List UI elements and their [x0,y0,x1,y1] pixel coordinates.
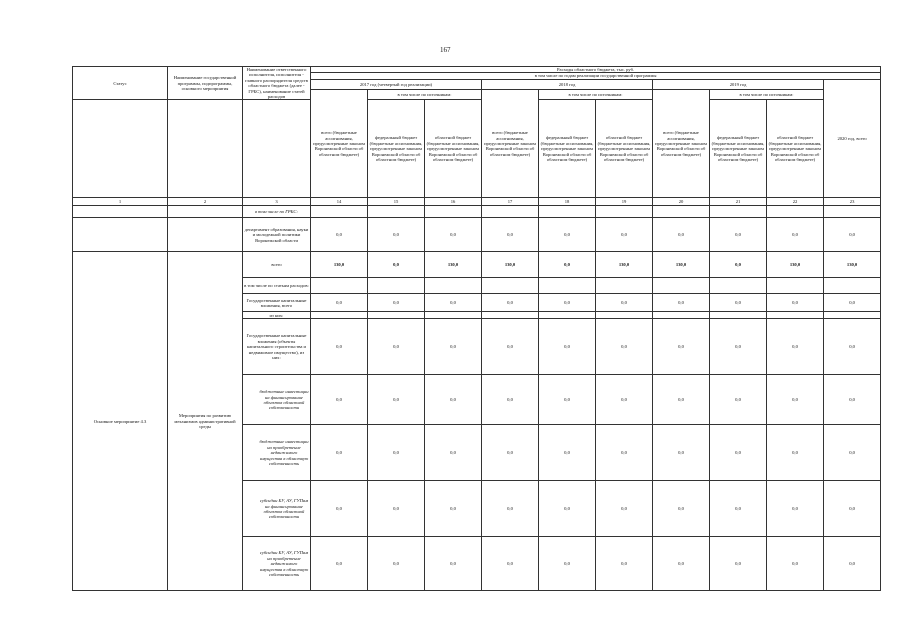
value-cell [767,278,824,294]
value-cell: 0,0 [368,425,425,481]
column-number: 15 [368,198,425,206]
value-cell [596,206,653,218]
value-cell: 0,0 [539,481,596,537]
value-cell [482,206,539,218]
value-cell: 0,0 [767,375,824,425]
value-cell: 0,0 [710,294,767,312]
value-cell: 0,0 [767,319,824,375]
row-label: Государственные капитальные вложения, всего [243,294,311,312]
header-regional-2017: областной бюджет (бюджетные ассигнования, предусмотренные законом Воронежской области об областном бюджете) [425,100,482,198]
value-cell [425,312,482,319]
header-regional-2018: областной бюджет (бюджетные ассигнования, предусмотренные законом Воронежской области об областном бюджете) [596,100,653,198]
value-cell [539,206,596,218]
value-cell [653,312,710,319]
value-cell: 0,0 [539,294,596,312]
value-cell: 130,0 [596,252,653,278]
value-cell: 0,0 [311,218,368,252]
value-cell: 0,0 [539,537,596,591]
table-row [73,206,881,218]
value-cell: 0,0 [653,319,710,375]
value-cell: 0,0 [482,294,539,312]
column-number: 20 [653,198,710,206]
column-number: 23 [824,198,881,206]
value-cell [311,206,368,218]
value-cell: 0,0 [368,319,425,375]
value-cell: 130,0 [767,252,824,278]
value-cell: 0,0 [311,537,368,591]
value-cell: 0,0 [368,218,425,252]
value-cell: 0,0 [596,218,653,252]
value-cell [710,206,767,218]
value-cell: 0,0 [710,218,767,252]
header-sources-2019: в том числе по источникам: [710,90,824,100]
value-cell: 0,0 [653,425,710,481]
value-cell [539,312,596,319]
value-cell: 0,0 [710,252,767,278]
budget-table [72,66,881,591]
value-cell: 0,0 [596,481,653,537]
value-cell: 0,0 [539,425,596,481]
header-year-2017: 2017 год (четвертый год реализации) [311,79,482,89]
value-cell [482,278,539,294]
column-number-row [73,198,881,206]
value-cell: 0,0 [824,218,881,252]
value-cell: 0,0 [425,481,482,537]
value-cell: 0,0 [539,218,596,252]
header-sources-2017: в том числе по источникам: [368,90,482,100]
page-number: 167 [440,46,451,54]
value-cell: 0,0 [311,294,368,312]
value-cell [767,312,824,319]
value-cell [824,206,881,218]
column-number: 22 [767,198,824,206]
table-row [73,252,881,278]
value-cell: 0,0 [482,425,539,481]
value-cell: 0,0 [368,252,425,278]
value-cell: 0,0 [368,294,425,312]
column-number: 1 [73,198,168,206]
value-cell [824,312,881,319]
header-year-2018: 2018 год [482,79,653,89]
row-label: всего [243,252,311,278]
value-cell: 0,0 [596,537,653,591]
value-cell: 0,0 [311,375,368,425]
value-cell: 0,0 [767,481,824,537]
value-cell: 0,0 [824,481,881,537]
header-year-2020: 2020 год, всего [824,79,881,198]
column-number: 21 [710,198,767,206]
value-cell: 0,0 [767,218,824,252]
table-row [73,218,881,252]
row-label: субсидии БУ, АУ, ГУПам на финансирование объектов областной собственности [243,481,311,537]
value-cell: 0,0 [710,375,767,425]
status-empty-cell [73,218,168,252]
row-label: бюджетные инвестиции на приобретение недвижимого имущества в областную собственность [243,425,311,481]
value-cell: 0,0 [482,375,539,425]
value-cell: 0,0 [482,319,539,375]
header-regional-2019: областной бюджет (бюджетные ассигнования, предусмотренные законом Воронежской области об областном бюджете) [767,100,824,198]
value-cell: 130,0 [824,252,881,278]
row-label: бюджетные инвестиции на финансирование объектов областной собственности [243,375,311,425]
header-year-2019: 2019 год [653,79,824,89]
column-number: 18 [539,198,596,206]
value-cell: 0,0 [824,375,881,425]
value-cell: 0,0 [596,375,653,425]
value-cell [368,312,425,319]
row-label: в том числе по ГРБС: [243,206,311,218]
value-cell [596,278,653,294]
header-grbs: Наименование ответственного исполнителя, исполнителя - главного распорядителя средств областного бюджета (далее - ГРБС), наименование статей расходов [243,67,311,100]
value-cell [311,278,368,294]
value-cell: 130,0 [425,252,482,278]
value-cell: 0,0 [767,425,824,481]
value-cell: 0,0 [767,294,824,312]
value-cell [824,278,881,294]
column-number: 19 [596,198,653,206]
row-label: департамент образования, науки и молодежной политики Воронежской области [243,218,311,252]
value-cell: 0,0 [710,537,767,591]
value-cell: 0,0 [596,294,653,312]
column-number: 16 [425,198,482,206]
value-cell: 0,0 [824,425,881,481]
value-cell: 0,0 [425,294,482,312]
value-cell: 0,0 [311,319,368,375]
row-label: в том числе по статьям расходов: [243,278,311,294]
value-cell: 0,0 [824,319,881,375]
column-number: 14 [311,198,368,206]
value-cell: 0,0 [425,425,482,481]
value-cell [425,278,482,294]
value-cell: 0,0 [482,218,539,252]
value-cell [653,278,710,294]
value-cell: 0,0 [539,252,596,278]
column-number: 3 [243,198,311,206]
value-cell [767,206,824,218]
header-by-years: в том числе по годам реализации государственной программы [311,73,881,79]
header-federal-2019: федеральный бюджет (бюджетные ассигнования, предусмотренные законом Воронежской области об областном бюджете) [710,100,767,198]
value-cell [539,278,596,294]
value-cell [482,312,539,319]
program-empty-cell [168,218,243,252]
value-cell: 0,0 [425,218,482,252]
row-label: из них: [243,312,311,319]
value-cell: 0,0 [368,481,425,537]
value-cell [368,206,425,218]
value-cell: 0,0 [653,375,710,425]
value-cell: 0,0 [653,294,710,312]
value-cell [653,206,710,218]
value-cell [368,278,425,294]
value-cell: 0,0 [596,319,653,375]
value-cell: 0,0 [824,537,881,591]
row-label: субсидии БУ, АУ, ГУПам на приобретение недвижимого имущества в областную собственность [243,537,311,591]
value-cell: 0,0 [710,319,767,375]
header-sources-2018: в том числе по источникам: [539,90,653,100]
value-cell: 0,0 [596,425,653,481]
measure-name: Мероприятия по развитию механизмов административной среды [168,252,243,591]
value-cell: 0,0 [653,537,710,591]
value-cell: 0,0 [311,481,368,537]
value-cell: 0,0 [824,294,881,312]
value-cell [425,206,482,218]
header-total-2019: всего (бюджетные ассигнования, предусмотренные законом Воронежской области об областном бюджете) [653,90,710,198]
value-cell: 0,0 [539,319,596,375]
value-cell [710,312,767,319]
value-cell [710,278,767,294]
value-cell [311,312,368,319]
value-cell: 130,0 [482,252,539,278]
value-cell: 0,0 [482,481,539,537]
header-federal-2018: федеральный бюджет (бюджетные ассигнования, предусмотренные законом Воронежской области об областном бюджете) [539,100,596,198]
value-cell: 0,0 [710,425,767,481]
header-expenses: Расходы областного бюджета, тыс. руб. [311,67,881,73]
value-cell: 0,0 [311,425,368,481]
value-cell: 0,0 [425,319,482,375]
value-cell: 0,0 [368,375,425,425]
header-federal-2017: федеральный бюджет (бюджетные ассигнования, предусмотренные законом Воронежской области об областном бюджете) [368,100,425,198]
header-program: Наименование государственной программы, подпрограммы, основного мероприятия [168,67,243,100]
value-cell: 0,0 [653,481,710,537]
header-total-2018: всего (бюджетные ассигнования, предусмотренные законом Воронежской области об областном бюджете) [482,90,539,198]
value-cell: 0,0 [710,481,767,537]
value-cell: 0,0 [767,537,824,591]
column-number: 2 [168,198,243,206]
row-label: Государственные капитальные вложения (объекты капитального строительства и недвижимое имущество), из них: [243,319,311,375]
header-status: Статус [73,67,168,100]
value-cell [596,312,653,319]
value-cell: 130,0 [311,252,368,278]
status-empty-cell [73,206,168,218]
program-empty-cell [168,206,243,218]
value-cell: 130,0 [653,252,710,278]
value-cell: 0,0 [482,537,539,591]
value-cell: 0,0 [539,375,596,425]
value-cell: 0,0 [425,537,482,591]
value-cell: 0,0 [653,218,710,252]
value-cell: 0,0 [368,537,425,591]
column-number: 17 [482,198,539,206]
value-cell: 0,0 [425,375,482,425]
header-total-2017: всего (бюджетные ассигнования, предусмотренные законом Воронежской области об областном бюджете) [311,90,368,198]
measure-status: Основное мероприятие 4.3 [73,252,168,591]
